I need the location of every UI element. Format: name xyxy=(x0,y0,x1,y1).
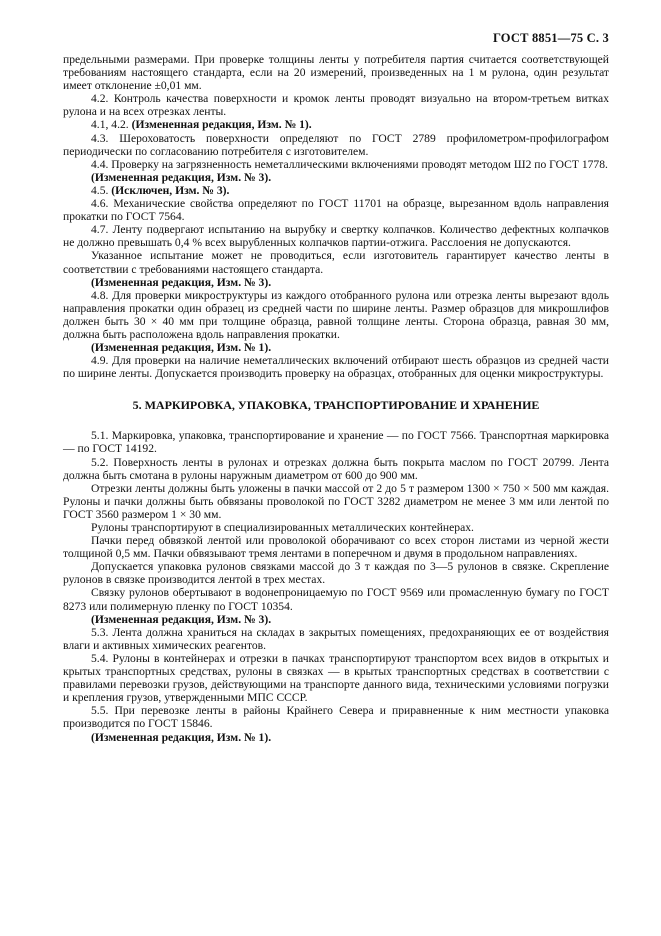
clause-paragraph xyxy=(63,132,609,158)
section-heading: 5. МАРКИРОВКА, УПАКОВКА, ТРАНСПОРТИРОВАНИЕ И ХРАНЕНИЕ xyxy=(132,398,540,413)
clause-paragraph xyxy=(63,118,609,131)
clause-paragraph xyxy=(63,521,609,534)
clause-paragraph xyxy=(63,613,609,626)
clause-text: Связку рулонов обертывают в водонепроницаемую по ГОСТ 9569 или промасленную бумагу по ГОСТ 8273 или полимерную пленку по ГОСТ 10354. xyxy=(63,586,609,613)
clause-paragraph xyxy=(63,184,609,197)
clause-text: 5.2. Поверхность ленты в рулонах и отрезках должна быть покрыта маслом по ГОСТ 20799. Лента должна быть смотана в рулоны наружным диаметром от 600 до 900 мм. xyxy=(63,455,609,482)
clauses-section-4 xyxy=(63,53,609,380)
clause-paragraph xyxy=(63,534,609,560)
clause-text: Указанное испытание может не проводиться, если изготовитель гарантирует качество ленты в соответствии с требованиями настоящего стандарта. xyxy=(63,249,609,276)
amendment-note: (Измененная редакция, Изм. № 3). xyxy=(91,170,272,184)
clause-paragraph xyxy=(63,626,609,652)
clause-paragraph xyxy=(63,53,609,92)
clauses-section-5 xyxy=(63,429,609,743)
amendment-note: (Измененная редакция, Изм. № 1). xyxy=(131,118,312,132)
clause-paragraph xyxy=(63,586,609,612)
clause-text: 5.3. Лента должна храниться на складах в закрытых помещениях, предохраняющих ее от воздействия влаги и активных химических реагентов. xyxy=(63,625,609,652)
clause-text: 4.5. xyxy=(91,183,112,197)
amendment-note: (Измененная редакция, Изм. № 3). xyxy=(91,612,272,626)
clause-paragraph xyxy=(63,289,609,341)
clause-text: Допускается упаковка рулонов связками массой до 3 т каждая по 3—5 рулонов в связке. Скрепление рулонов в связке производится лентой в трех местах. xyxy=(63,560,609,587)
clause-paragraph xyxy=(63,197,609,223)
clause-text: 5.5. При перевозке ленты в районы Крайнего Севера и приравненные к ним местности упаковка производится по ГОСТ 15846. xyxy=(63,704,609,731)
clause-text: 4.2. Контроль качества поверхности и кромок ленты проводят визуально на втором-третьем витках рулона и на всех отрезках ленты. xyxy=(63,92,609,119)
clause-paragraph xyxy=(63,171,609,184)
clause-text: 4.6. Механические свойства определяют по ГОСТ 11701 на образце, вырезанном вдоль направления прокатки по ГОСТ 7564. xyxy=(63,197,609,224)
amendment-note: (Исключен, Изм. № 3). xyxy=(111,183,230,197)
amendment-note: (Измененная редакция, Изм. № 1). xyxy=(91,730,272,744)
clause-text: Пачки перед обвязкой лентой или проволокой оборачивают со всех сторон листами из черной жести толщиной 0,5 мм. Пачки обвязывают тремя лентами в поперечном и двумя в продольном направлениях. xyxy=(63,534,609,561)
clause-text: 4.7. Ленту подвергают испытанию на вырубку и свертку колпачков. Количество дефектных колпачков не должно превышать 0,4 % всех вырубленных колпачков партии-отжига. Расслоения не допускаются. xyxy=(63,223,609,250)
clause-paragraph xyxy=(63,456,609,482)
clause-paragraph xyxy=(63,560,609,586)
clause-paragraph xyxy=(63,354,609,380)
clause-text: 5.4. Рулоны в контейнерах и отрезки в пачках транспортируют транспортом всех видов в открытых и крытых транспортных средствах, рулоны в связках — в крытых транспортных средствах в соответствии с правилами перевозки грузов, действующими на транспорте данного вида, техническими условиями погрузки и крепления грузов, утвержденными МПС СССР. xyxy=(63,651,609,705)
clause-text: Отрезки ленты должны быть уложены в пачки массой от 2 до 5 т размером 1300 × 750 × 500 мм каждая. Рулоны и пачки должны быть обвязаны проволокой по ГОСТ 3282 диаметром не менее 3 мм или лентой по ГОСТ 3560 размером 1 × 30 мм. xyxy=(63,481,609,521)
clause-paragraph xyxy=(63,482,609,521)
document-body xyxy=(63,53,609,744)
clause-text: 4.4. Проверку на загрязненность неметаллическими включениями проводят методом Ш2 по ГОСТ 1778. xyxy=(91,157,608,171)
clause-paragraph xyxy=(63,731,609,744)
amendment-note: (Измененная редакция, Изм. № 3). xyxy=(91,275,272,289)
amendment-note: (Измененная редакция, Изм. № 1). xyxy=(91,341,272,355)
clause-text: 4.3. Шероховатость поверхности определяют по ГОСТ 2789 профилометром-профилографом периодически по согласованию потребителя с изготовителем. xyxy=(63,131,609,158)
clause-paragraph xyxy=(63,276,609,289)
page-header: ГОСТ 8851—75 С. 3 xyxy=(492,31,609,45)
clause-text: предельными размерами. При проверке толщины ленты у потребителя партия считается соответствующей требованиям настоящего стандарта, если на 20 измерений, произведенных на 1 м рулона, один результат имеет отклонение ±0,01 мм. xyxy=(63,53,609,93)
clause-paragraph xyxy=(63,249,609,275)
clause-paragraph xyxy=(63,341,609,354)
clause-paragraph xyxy=(63,223,609,249)
clause-paragraph xyxy=(63,429,609,455)
clause-text: Рулоны транспортируют в специализированных металлических контейнерах. xyxy=(91,521,474,534)
clause-paragraph xyxy=(63,704,609,730)
clause-paragraph xyxy=(63,652,609,704)
clause-paragraph xyxy=(63,92,609,118)
clause-text: 4.1, 4.2. xyxy=(91,118,132,132)
clause-text: 5.1. Маркировка, упаковка, транспортирование и хранение — по ГОСТ 7566. Транспортная маркировка — по ГОСТ 14192. xyxy=(63,429,609,456)
clause-text: 4.8. Для проверки микроструктуры из каждого отобранного рулона или отрезка ленты вырезают вдоль направления прокатки один образец из средней части по ширине ленты. Размер образцов для микрошлифов должен быть 30 × 40 мм при толщине образца, равной толщине ленты. Сторона образца, равная 30 мм, должна быть расположена вдоль направления прокатки. xyxy=(63,288,609,341)
clause-text: 4.9. Для проверки на наличие неметаллических включений отбирают шесть образцов из средней части по ширине ленты. Допускается производить проверку на образцах, отобранных для оценки микроструктуры. xyxy=(63,354,609,381)
clause-paragraph xyxy=(63,158,609,171)
